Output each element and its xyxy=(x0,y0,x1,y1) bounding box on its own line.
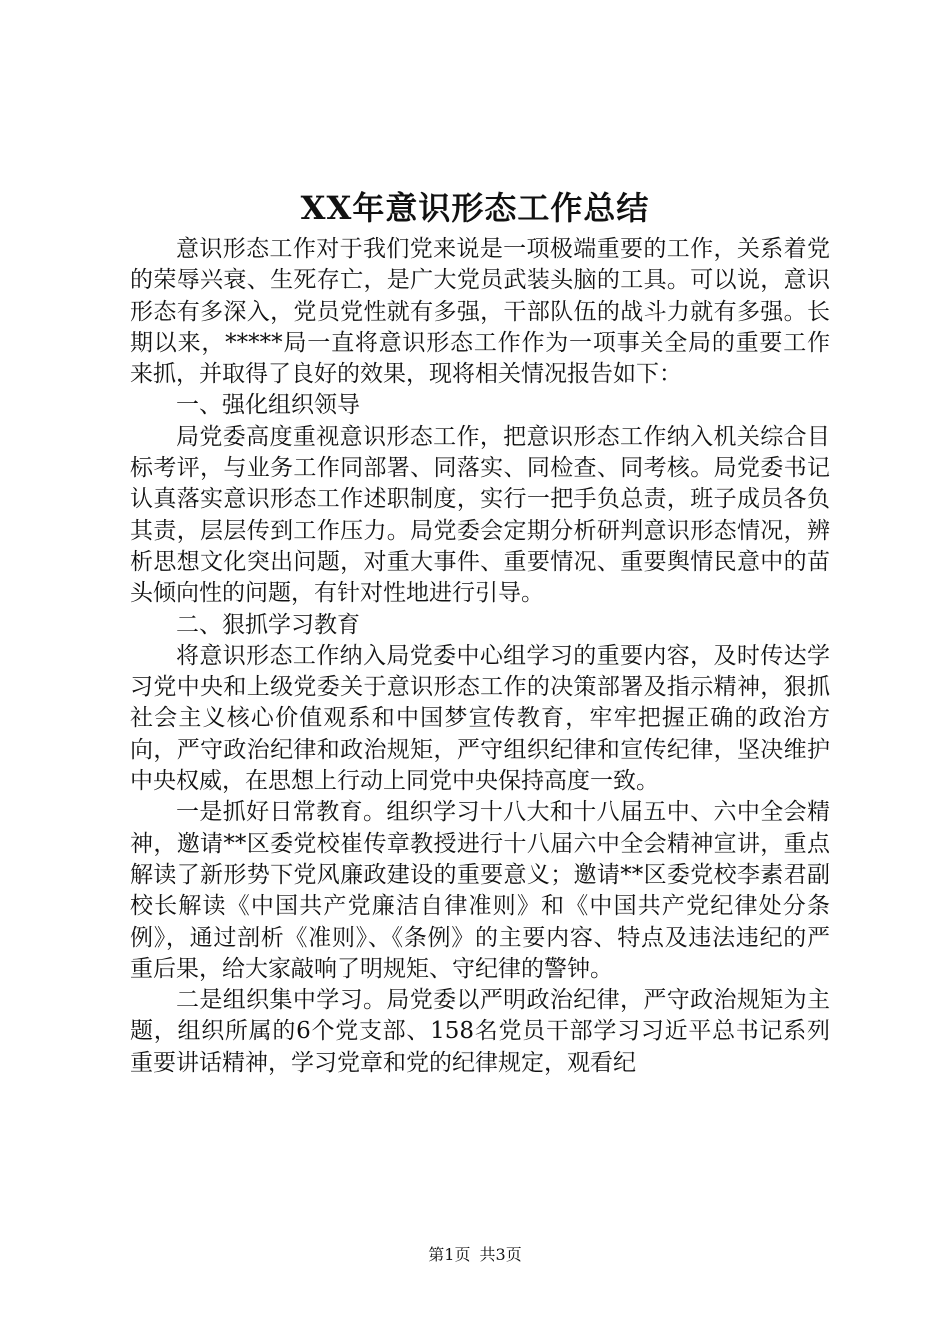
page-total: 共3页 xyxy=(479,1245,522,1264)
paragraph-section-1: 局党委高度重视意识形态工作，把意识形态工作纳入机关综合目标考评，与业务工作同部署、同落实、同检查、同考核。局党委书记认真落实意识形态工作述职制度，实行一把手负总责，班子成员各负其责，层层传到工作压力。局党委会定期分析研判意识形态情况，辨析思想文化突出问题，对重大事件、重要情况、重要舆情民意中的苗头倾向性的问题，有针对性地进行引导。 xyxy=(130,423,830,607)
document-body xyxy=(130,234,830,1079)
paragraph-intro: 意识形态工作对于我们党来说是一项极端重要的工作，关系着党的荣辱兴衰、生死存亡，是广大党员武装头脑的工具。可以说，意识形态有多深入，党员党性就有多强，干部队伍的战斗力就有多强。长期以来，*****局一直将意识形态工作作为一项事关全局的重要工作来抓，并取得了良好的效果，现将相关情况报告如下： xyxy=(130,236,830,388)
section-heading-2: 二、狠抓学习教育 xyxy=(176,611,360,638)
paragraph-daily-education: 一是抓好日常教育。组织学习十八大和十八届五中、六中全会精神，邀请**区委党校崔传章教授进行十八届六中全会精神宣讲，重点解读了新形势下党风廉政建设的重要意义；邀请**区委党校李素君副校长解读《中国共产党廉洁自律准则》和《中国共产党纪律处分条例》，通过剖析《准则》、《条例》的主要内容、特点及违法违纪的严重后果，给大家敲响了明规矩、守纪律的警钟。 xyxy=(130,799,830,982)
page-footer xyxy=(0,1244,950,1266)
page-number: 第1页 xyxy=(428,1245,471,1264)
section-heading-1: 一、强化组织领导 xyxy=(176,392,360,419)
paragraph-centralized-study: 二是组织集中学习。局党委以严明政治纪律，严守政治规矩为主题，组织所属的6个党支部、158名党员干部学习习近平总书记系列重要讲话精神，学习党章和党的纪律规定，观看纪 xyxy=(130,987,830,1076)
paragraph-section-2: 将意识形态工作纳入局党委中心组学习的重要内容，及时传达学习党中央和上级党委关于意识形态工作的决策部署及指示精神，狠抓社会主义核心价值观系和中国梦宣传教育，牢牢把握正确的政治方向，严守政治纪律和政治规矩，严守组织纪律和宣传纪律，坚决维护中央权威，在思想上行动上同党中央保持高度一致。 xyxy=(130,642,830,795)
document-title: XX年意识形态工作总结 xyxy=(300,189,650,227)
